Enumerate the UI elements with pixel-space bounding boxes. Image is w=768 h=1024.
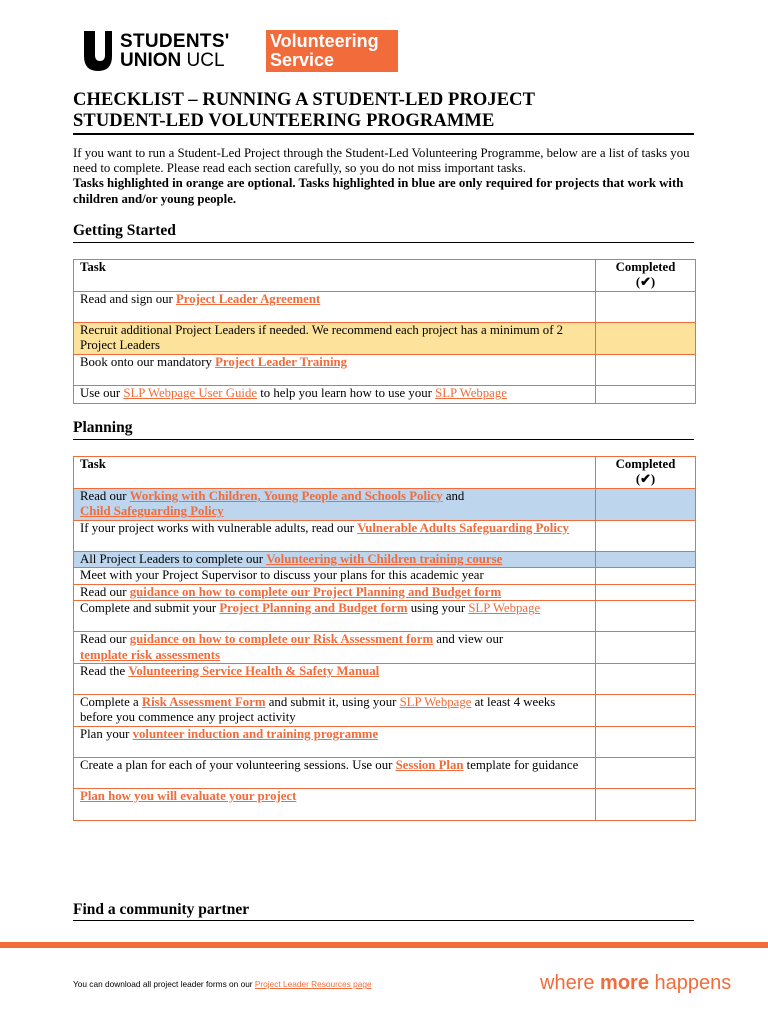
section-divider [73, 920, 694, 921]
link-working-with-children-policy[interactable]: Working with Children, Young People and Schools Policy [129, 489, 443, 503]
link-project-leader-agreement[interactable]: Project Leader Agreement [175, 292, 321, 306]
col-header-task: Task [74, 260, 596, 292]
link-project-leader-resources[interactable]: Project Leader Resources page [254, 979, 372, 989]
logo-su-ucl: UCL [186, 50, 225, 71]
completed-cell[interactable] [596, 584, 696, 600]
completed-cell[interactable] [596, 695, 696, 727]
completed-cell[interactable] [596, 568, 696, 584]
link-planning-budget-guidance[interactable]: guidance on how to complete our Project Planning and Budget form [129, 584, 502, 599]
link-child-safeguarding-policy[interactable]: Child Safeguarding Policy [80, 504, 224, 519]
section-divider [73, 242, 694, 243]
link-template-risk-assessments[interactable]: template risk assessments [80, 647, 221, 662]
title-divider [73, 133, 694, 135]
intro-paragraph [73, 146, 698, 207]
link-risk-assessment-form[interactable]: Risk Assessment Form [141, 695, 266, 710]
completed-cell[interactable] [596, 601, 696, 632]
students-union-logo [82, 30, 230, 72]
getting-started-table [73, 259, 696, 404]
table-row: Read our Working with Children, Young People and Schools Policy and Child Safeguarding Policy [74, 489, 696, 521]
table-row: Read the Volunteering Service Health & Safety Manual [74, 664, 696, 695]
title-line1: CHECKLIST – RUNNING A STUDENT-LED PROJECT [73, 90, 536, 110]
logo-vs-line2: Service [270, 50, 335, 70]
completed-cell[interactable] [596, 727, 696, 758]
intro-bold-text: Tasks highlighted in orange are optional. Tasks highlighted in blue are only required for projects that work with children and/or young people. [73, 176, 684, 206]
check-mark-icon: (✔) [635, 472, 656, 487]
completed-cell[interactable] [596, 386, 696, 404]
completed-cell[interactable] [596, 489, 696, 521]
table-row: If your project works with vulnerable adults, read our Vulnerable Adults Safeguarding Policy [74, 521, 696, 552]
title-line2: STUDENT-LED VOLUNTEERING PROGRAMME [73, 111, 495, 131]
link-slp-webpage[interactable]: SLP Webpage [468, 601, 541, 616]
logo-vs-line1: Volunteering [270, 31, 379, 51]
table-header-row [74, 260, 696, 292]
completed-cell[interactable] [596, 664, 696, 695]
table-row: Create a plan for each of your volunteering sessions. Use our Session Plan template for guidance [74, 758, 696, 789]
col-header-completed: Completed (✔) [596, 260, 696, 292]
table-row: Recruit additional Project Leaders if needed. We recommend each project has a minimum of 2 Project Leaders [74, 323, 696, 355]
footer-note: You can download all project leader forms on our Project Leader Resources page [73, 979, 372, 989]
section-heading-planning: Planning [73, 419, 133, 436]
table-row: Meet with your Project Supervisor to discuss your plans for this academic year [74, 568, 696, 584]
check-mark-icon: (✔) [635, 275, 656, 290]
table-row: Complete a Risk Assessment Form and submit it, using your SLP Webpage at least 4 weeks before you commence any project activity [74, 695, 696, 727]
table-row: Book onto our mandatory Project Leader Training [74, 355, 696, 386]
planning-table [73, 456, 696, 821]
logo-su-union: UNION [120, 50, 182, 71]
col-header-completed: Completed (✔) [596, 457, 696, 489]
volunteering-service-logo [266, 30, 398, 72]
table-row: Read and sign our Project Leader Agreement [74, 292, 696, 323]
table-row: Plan your volunteer induction and training programme [74, 727, 696, 758]
link-session-plan[interactable]: Session Plan [395, 758, 464, 773]
union-u-icon [82, 31, 114, 71]
completed-cell[interactable] [596, 552, 696, 568]
link-volunteer-induction-programme[interactable]: volunteer induction and training programme [132, 727, 379, 742]
table-row: Complete and submit your Project Planning and Budget form using your SLP Webpage [74, 601, 696, 632]
link-risk-assessment-guidance[interactable]: guidance on how to complete our Risk Assessment form [129, 632, 434, 647]
table-row: All Project Leaders to complete our Volunteering with Children training course [74, 552, 696, 568]
completed-cell[interactable] [596, 521, 696, 552]
link-project-leader-training[interactable]: Project Leader Training [215, 355, 348, 369]
link-vulnerable-adults-policy[interactable]: Vulnerable Adults Safeguarding Policy [357, 521, 569, 535]
table-header-row [74, 457, 696, 489]
link-slp-webpage-user-guide[interactable]: SLP Webpage User Guide [123, 386, 258, 400]
link-volunteering-children-training[interactable]: Volunteering with Children training course [266, 552, 503, 566]
table-row: Read our guidance on how to complete our Project Planning and Budget form [74, 584, 696, 600]
footer-tagline: where more happens [540, 972, 732, 994]
section-heading-getting-started: Getting Started [73, 222, 176, 239]
footer-accent-bar [0, 942, 768, 948]
completed-cell[interactable] [596, 355, 696, 386]
link-health-safety-manual[interactable]: Volunteering Service Health & Safety Manual [128, 664, 380, 679]
document-title [73, 90, 535, 132]
completed-cell[interactable] [596, 323, 696, 355]
col-header-task: Task [74, 457, 596, 489]
section-divider [73, 439, 694, 440]
table-row: Read our guidance on how to complete our Risk Assessment form and view our template risk assessments [74, 632, 696, 664]
logo-su-line1: STUDENTS' [120, 31, 230, 52]
link-slp-webpage[interactable]: SLP Webpage [399, 695, 472, 710]
link-planning-budget-form[interactable]: Project Planning and Budget form [219, 601, 408, 616]
intro-text: If you want to run a Student-Led Project through the Student-Led Volunteering Programme, below are a list of tasks you need to complete. Please read each section carefully, so you do not miss important tasks. [73, 146, 690, 176]
completed-cell[interactable] [596, 632, 696, 664]
link-slp-webpage[interactable]: SLP Webpage [435, 386, 507, 400]
table-row [74, 789, 696, 821]
completed-cell[interactable] [596, 292, 696, 323]
link-evaluate-project[interactable]: Plan how you will evaluate your project [80, 789, 297, 804]
completed-cell[interactable] [596, 789, 696, 821]
completed-cell[interactable] [596, 758, 696, 789]
section-heading-community-partner: Find a community partner [73, 901, 250, 918]
table-row: Use our SLP Webpage User Guide to help you learn how to use your SLP Webpage [74, 386, 696, 404]
